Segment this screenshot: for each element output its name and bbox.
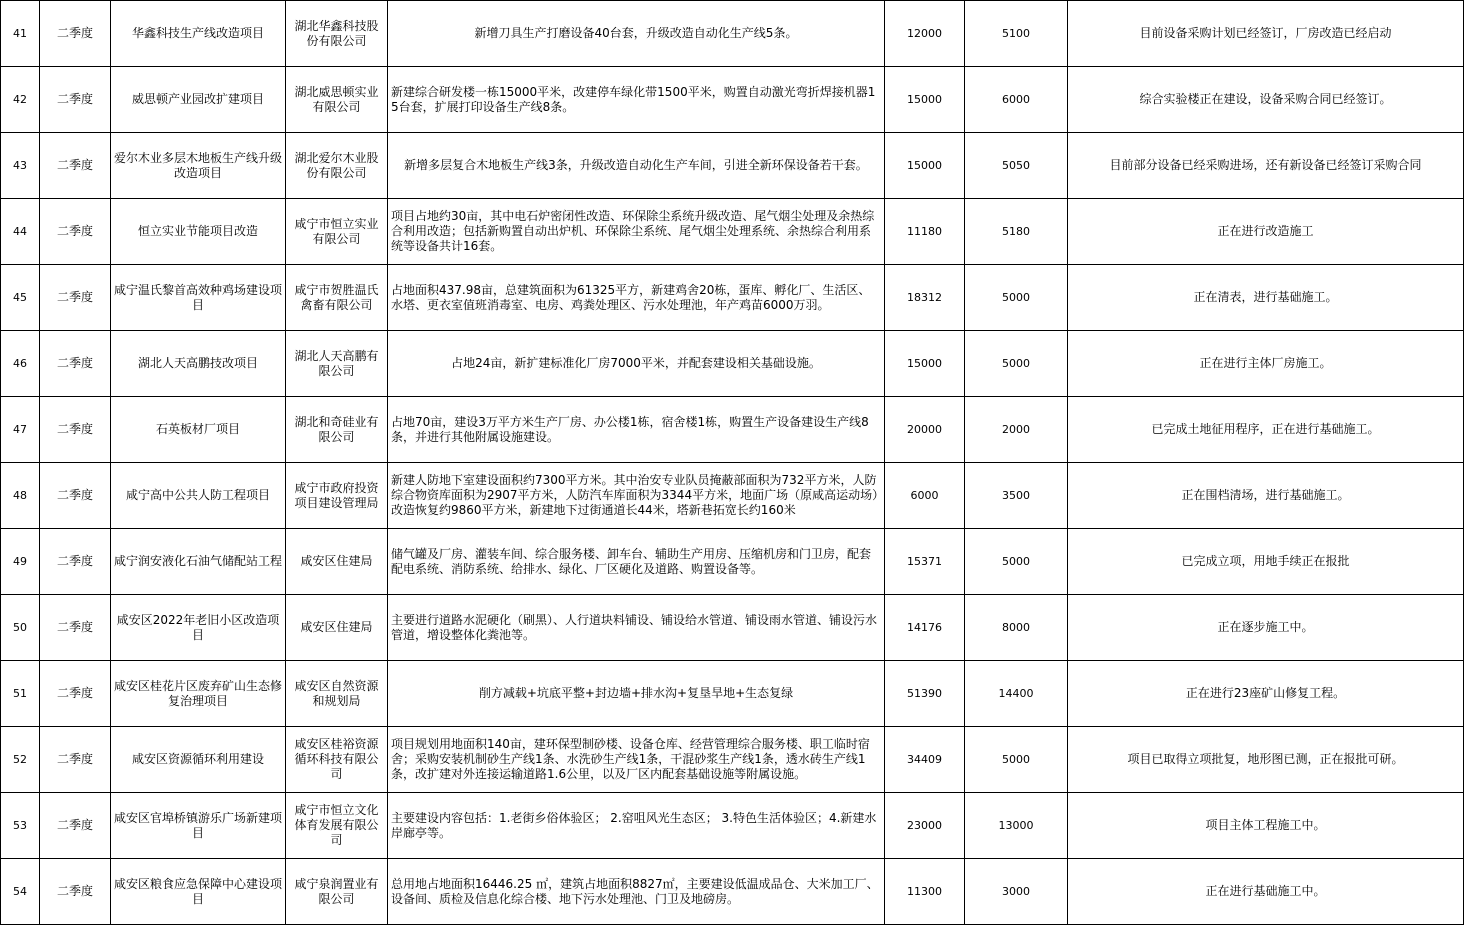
- progress-cell: 正在清表，进行基础施工。: [1068, 265, 1464, 331]
- construction-content-cell: 占地24亩，新扩建标准化厂房7000平米，并配套建设相关基础设施。: [388, 331, 885, 397]
- total-investment-cell: 20000: [885, 397, 965, 463]
- row-number: 54: [1, 859, 40, 925]
- project-name-cell: 华鑫科技生产线改造项目: [111, 1, 286, 67]
- planned-investment-cell: 5050: [965, 133, 1068, 199]
- progress-cell: 正在进行主体厂房施工。: [1068, 331, 1464, 397]
- table-row: [1, 265, 1464, 331]
- table-row: [1, 727, 1464, 793]
- progress-cell: 目前设备采购计划已经签订，厂房改造已经启动: [1068, 1, 1464, 67]
- planned-investment-cell: 2000: [965, 397, 1068, 463]
- planned-investment-cell: 3500: [965, 463, 1068, 529]
- row-number: 49: [1, 529, 40, 595]
- company-cell: 咸安区自然资源和规划局: [286, 661, 388, 727]
- total-investment-cell: 11300: [885, 859, 965, 925]
- planned-investment-cell: 5000: [965, 529, 1068, 595]
- company-cell: 湖北和奇硅业有限公司: [286, 397, 388, 463]
- company-cell: 湖北威思顿实业有限公司: [286, 67, 388, 133]
- table-row: [1, 67, 1464, 133]
- planned-investment-cell: 14400: [965, 661, 1068, 727]
- row-number: 47: [1, 397, 40, 463]
- total-investment-cell: 18312: [885, 265, 965, 331]
- quarter-cell: 二季度: [40, 331, 111, 397]
- construction-content-cell: 主要进行道路水泥硬化（刷黑）、人行道块料铺设、铺设给水管道、铺设雨水管道、铺设污水管道，增设整体化粪池等。: [388, 595, 885, 661]
- company-cell: 咸安区住建局: [286, 529, 388, 595]
- total-investment-cell: 15000: [885, 67, 965, 133]
- quarter-cell: 二季度: [40, 661, 111, 727]
- company-cell: 咸宁泉润置业有限公司: [286, 859, 388, 925]
- quarter-cell: 二季度: [40, 1, 111, 67]
- progress-cell: 正在围档清场，进行基础施工。: [1068, 463, 1464, 529]
- progress-cell: 目前部分设备已经采购进场，还有新设备已经签订采购合同: [1068, 133, 1464, 199]
- company-cell: 咸宁市恒立实业有限公司: [286, 199, 388, 265]
- row-number: 43: [1, 133, 40, 199]
- row-number: 44: [1, 199, 40, 265]
- planned-investment-cell: 5000: [965, 265, 1068, 331]
- project-name-cell: 咸安区资源循环利用建设: [111, 727, 286, 793]
- project-name-cell: 咸安区桂花片区废弃矿山生态修复治理项目: [111, 661, 286, 727]
- table-row: [1, 793, 1464, 859]
- planned-investment-cell: 5000: [965, 331, 1068, 397]
- progress-cell: 正在进行基础施工中。: [1068, 859, 1464, 925]
- company-cell: 湖北华鑫科技股份有限公司: [286, 1, 388, 67]
- progress-cell: 已完成土地征用程序，正在进行基础施工。: [1068, 397, 1464, 463]
- planned-investment-cell: 5180: [965, 199, 1068, 265]
- project-name-cell: 咸宁温氏黎首高效种鸡场建设项目: [111, 265, 286, 331]
- total-investment-cell: 6000: [885, 463, 965, 529]
- construction-content-cell: 储气罐及厂房、灌装车间、综合服务楼、卸车台、辅助生产用房、压缩机房和门卫房，配套配电系统、消防系统、给排水、绿化、厂区硬化及道路、购置设备等。: [388, 529, 885, 595]
- planned-investment-cell: 13000: [965, 793, 1068, 859]
- table-row: [1, 463, 1464, 529]
- progress-cell: 正在进行改造施工: [1068, 199, 1464, 265]
- construction-content-cell: 削方减载+坑底平整+封边墙+排水沟+复垦旱地+生态复绿: [388, 661, 885, 727]
- planned-investment-cell: 8000: [965, 595, 1068, 661]
- row-number: 48: [1, 463, 40, 529]
- project-name-cell: 威思顿产业园改扩建项目: [111, 67, 286, 133]
- project-name-cell: 咸宁润安液化石油气储配站工程: [111, 529, 286, 595]
- construction-content-cell: 占地70亩，建设3万平方米生产厂房、办公楼1栋，宿舍楼1栋，购置生产设备建设生产线8条，并进行其他附属设施建设。: [388, 397, 885, 463]
- row-number: 46: [1, 331, 40, 397]
- total-investment-cell: 51390: [885, 661, 965, 727]
- quarter-cell: 二季度: [40, 463, 111, 529]
- company-cell: 湖北爱尔木业股份有限公司: [286, 133, 388, 199]
- planned-investment-cell: 6000: [965, 67, 1068, 133]
- quarter-cell: 二季度: [40, 67, 111, 133]
- row-number: 50: [1, 595, 40, 661]
- total-investment-cell: 34409: [885, 727, 965, 793]
- company-cell: 咸宁市恒立文化体育发展有限公司: [286, 793, 388, 859]
- row-number: 42: [1, 67, 40, 133]
- quarter-cell: 二季度: [40, 793, 111, 859]
- construction-content-cell: 新增多层复合木地板生产线3条，升级改造自动化生产车间，引进全新环保设备若干套。: [388, 133, 885, 199]
- table-row: [1, 529, 1464, 595]
- progress-cell: 正在进行23座矿山修复工程。: [1068, 661, 1464, 727]
- row-number: 45: [1, 265, 40, 331]
- planned-investment-cell: 3000: [965, 859, 1068, 925]
- row-number: 51: [1, 661, 40, 727]
- project-name-cell: 湖北人天高鹏技改项目: [111, 331, 286, 397]
- project-name-cell: 咸安区官埠桥镇游乐广场新建项目: [111, 793, 286, 859]
- table-row: [1, 595, 1464, 661]
- company-cell: 咸宁市贺胜温氏禽畜有限公司: [286, 265, 388, 331]
- table-row: [1, 1, 1464, 67]
- quarter-cell: 二季度: [40, 199, 111, 265]
- project-name-cell: 爱尔木业多层木地板生产线升级改造项目: [111, 133, 286, 199]
- construction-content-cell: 新建人防地下室建设面积约7300平方米。其中治安专业队员掩蔽部面积为732平方米，人防综合物资库面积为2907平方米，人防汽车库面积为3344平方米，地面广场（原咸高运动场）改造恢复约9860平方米，新建地下过街通道长44米，塔新巷拓宽长约160米: [388, 463, 885, 529]
- company-cell: 湖北人天高鹏有限公司: [286, 331, 388, 397]
- company-cell: 咸宁市政府投资项目建设管理局: [286, 463, 388, 529]
- project-name-cell: 恒立实业节能项目改造: [111, 199, 286, 265]
- total-investment-cell: 15000: [885, 133, 965, 199]
- table-row: [1, 331, 1464, 397]
- construction-content-cell: 新建综合研发楼一栋15000平米，改建停车绿化带1500平米，购置自动激光弯折焊接机器15台套，扩展打印设备生产线8条。: [388, 67, 885, 133]
- quarter-cell: 二季度: [40, 727, 111, 793]
- project-name-cell: 咸安区粮食应急保障中心建设项目: [111, 859, 286, 925]
- planned-investment-cell: 5000: [965, 727, 1068, 793]
- row-number: 53: [1, 793, 40, 859]
- quarter-cell: 二季度: [40, 265, 111, 331]
- company-cell: 咸安区桂裕资源循环科技有限公司: [286, 727, 388, 793]
- table-row: [1, 199, 1464, 265]
- total-investment-cell: 11180: [885, 199, 965, 265]
- planned-investment-cell: 5100: [965, 1, 1068, 67]
- table-row: [1, 859, 1464, 925]
- quarter-cell: 二季度: [40, 859, 111, 925]
- row-number: 52: [1, 727, 40, 793]
- table-row: [1, 133, 1464, 199]
- progress-cell: 项目主体工程施工中。: [1068, 793, 1464, 859]
- row-number: 41: [1, 1, 40, 67]
- project-name-cell: 咸安区2022年老旧小区改造项目: [111, 595, 286, 661]
- progress-cell: 已完成立项，用地手续正在报批: [1068, 529, 1464, 595]
- progress-cell: 正在逐步施工中。: [1068, 595, 1464, 661]
- construction-content-cell: 项目占地约30亩，其中电石炉密闭性改造、环保除尘系统升级改造、尾气烟尘处理及余热综合利用改造；包括新购置自动出炉机、环保除尘系统、尾气烟尘处理系统、余热综合利用系统等设备共计16套。: [388, 199, 885, 265]
- project-name-cell: 石英板材厂项目: [111, 397, 286, 463]
- table-row: [1, 397, 1464, 463]
- quarter-cell: 二季度: [40, 529, 111, 595]
- construction-content-cell: 总用地占地面积16446.25 ㎡，建筑占地面积8827㎡，主要建设低温成品仓、大米加工厂、设备间、质检及信息化综合楼、地下污水处理池、门卫及地磅房。: [388, 859, 885, 925]
- company-cell: 咸安区住建局: [286, 595, 388, 661]
- total-investment-cell: 12000: [885, 1, 965, 67]
- construction-content-cell: 新增刀具生产打磨设备40台套，升级改造自动化生产线5条。: [388, 1, 885, 67]
- total-investment-cell: 23000: [885, 793, 965, 859]
- total-investment-cell: 15371: [885, 529, 965, 595]
- total-investment-cell: 14176: [885, 595, 965, 661]
- construction-content-cell: 占地面积437.98亩，总建筑面积为61325平方，新建鸡舍20栋，蛋库、孵化厂、生活区、水塔、更衣室值班消毒室、电房、鸡粪处理区、污水处理池，年产鸡苗6000万羽。: [388, 265, 885, 331]
- construction-content-cell: 主要建设内容包括：1.老街乡俗体验区； 2.窑咀风光生态区； 3.特色生活体验区；4.新建水岸廊亭等。: [388, 793, 885, 859]
- table-row: [1, 661, 1464, 727]
- total-investment-cell: 15000: [885, 331, 965, 397]
- project-name-cell: 咸宁高中公共人防工程项目: [111, 463, 286, 529]
- progress-cell: 综合实验楼正在建设，设备采购合同已经签订。: [1068, 67, 1464, 133]
- quarter-cell: 二季度: [40, 595, 111, 661]
- quarter-cell: 二季度: [40, 397, 111, 463]
- construction-content-cell: 项目规划用地面积140亩，建环保型制砂楼、设备仓库、经营管理综合服务楼、职工临时宿舍；采购安装机制砂生产线1条、水洗砂生产线1条，干混砂浆生产线1条，透水砖生产线1条，改扩建对外连接运输道路1.6公里，以及厂区内配套基础设施等附属设施。: [388, 727, 885, 793]
- quarter-cell: 二季度: [40, 133, 111, 199]
- progress-cell: 项目已取得立项批复，地形图已测，正在报批可研。: [1068, 727, 1464, 793]
- table-body: [1, 1, 1464, 925]
